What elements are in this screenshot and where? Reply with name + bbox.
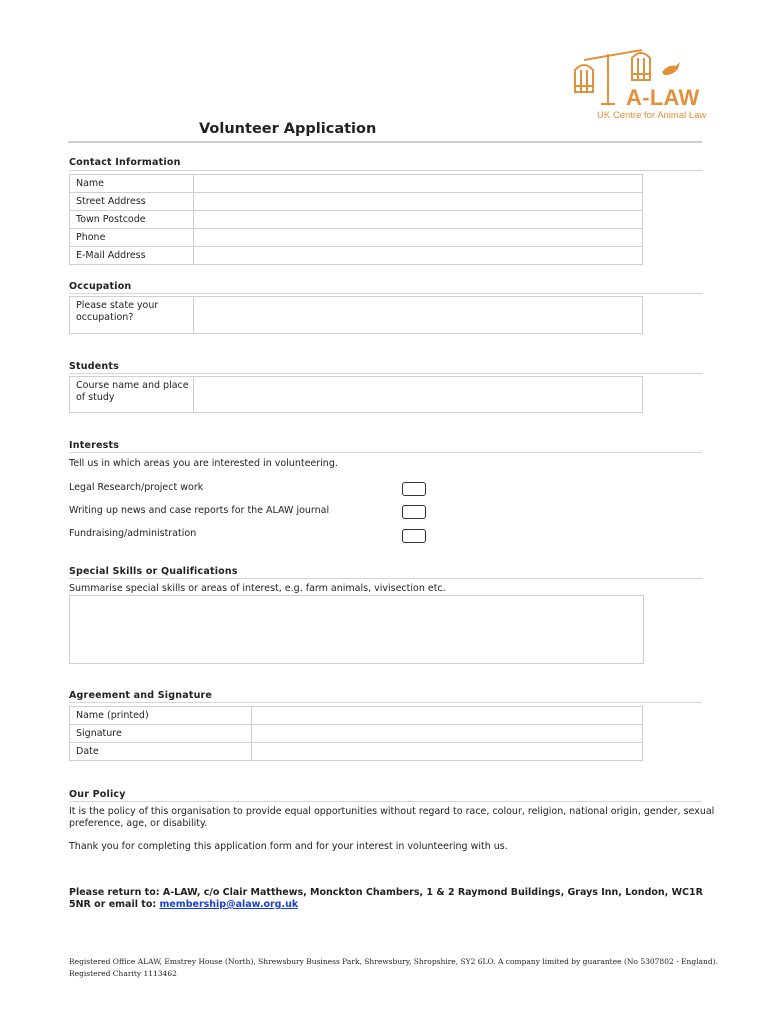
name-field[interactable]: [194, 175, 643, 193]
skills-rule: [69, 578, 702, 579]
contact-heading: Contact Information: [69, 157, 181, 168]
interest-checkbox-3[interactable]: [402, 529, 426, 543]
contact-label-town: Town Postcode: [70, 211, 194, 229]
students-heading: Students: [69, 361, 119, 372]
policy-thanks: Thank you for completing this application form and for your interest in volunteering with us.: [69, 841, 508, 852]
occupation-rule: [69, 293, 702, 294]
email-field[interactable]: [194, 247, 643, 265]
contact-rule: [69, 170, 702, 171]
skills-heading: Special Skills or Qualifications: [69, 566, 238, 577]
contact-label-street: Street Address: [70, 193, 194, 211]
agreement-rule: [69, 702, 702, 703]
policy-line2: preference, age, or disability.: [69, 818, 208, 829]
occupation-table: [69, 296, 643, 334]
footer-registered-office: Registered Office ALAW, Emstrey House (North), Shrewsbury Business Park, Shrewsbury, Shropshire, SY2 6LO. A company limited by guarantee (No 5307802 - England).: [69, 957, 718, 966]
page-title: Volunteer Application: [199, 121, 377, 137]
agreement-table: [69, 706, 643, 761]
return-line2: [69, 899, 298, 911]
interest-option-label-1: Legal Research/project work: [69, 482, 204, 493]
interests-heading: Interests: [69, 440, 120, 451]
course-field[interactable]: [194, 377, 643, 413]
footer-charity: Registered Charity 1113462: [69, 969, 177, 978]
interest-option-label-3: Fundraising/administration: [69, 528, 197, 539]
interests-rule: [69, 452, 702, 453]
occupation-label-line1: Please state your: [76, 300, 159, 311]
return-line1: Please return to: A-LAW, c/o Clair Matthews, Monckton Chambers, 1 & 2 Raymond Buildings, Grays Inn, London, WC1R: [69, 887, 703, 898]
contact-label-name: Name: [70, 175, 194, 193]
occupation-label: [70, 297, 194, 334]
students-label: [70, 377, 194, 413]
logo-subtitle: UK Centre for Animal Law: [597, 110, 707, 121]
policy-line1: It is the policy of this organisation to provide equal opportunities without regard to race, colour, religion, national origin, gender, sexual: [69, 806, 715, 817]
students-label-line2: of study: [76, 392, 115, 403]
signature-field[interactable]: [252, 725, 643, 743]
students-label-line1: Course name and place: [76, 380, 189, 391]
policy-rule: [69, 801, 702, 802]
occupation-heading: Occupation: [69, 281, 132, 292]
agreement-label-date: Date: [70, 743, 252, 761]
return-prefix: 5NR or email to:: [69, 899, 160, 910]
skills-textarea[interactable]: [69, 595, 644, 664]
interests-intro: Tell us in which areas you are interested in volunteering.: [69, 458, 338, 469]
agreement-label-signature: Signature: [70, 725, 252, 743]
policy-heading: Our Policy: [69, 789, 126, 800]
occupation-field[interactable]: [194, 297, 643, 334]
students-table: [69, 376, 643, 413]
contact-label-phone: Phone: [70, 229, 194, 247]
street-address-field[interactable]: [194, 193, 643, 211]
membership-email-link[interactable]: membership@alaw.org.uk: [159, 899, 299, 910]
interest-option-label-2: Writing up news and case reports for the ALAW journal: [69, 505, 330, 516]
town-postcode-field[interactable]: [194, 211, 643, 229]
phone-field[interactable]: [194, 229, 643, 247]
interest-checkbox-2[interactable]: [402, 505, 426, 519]
contact-label-email: E-Mail Address: [70, 247, 194, 265]
agreement-label-name: Name (printed): [70, 707, 252, 725]
agreement-heading: Agreement and Signature: [69, 690, 213, 701]
date-field[interactable]: [252, 743, 643, 761]
logo-wordmark: A-LAW: [626, 85, 700, 110]
title-divider: [68, 141, 702, 143]
printed-name-field[interactable]: [252, 707, 643, 725]
skills-intro: Summarise special skills or areas of interest, e.g. farm animals, vivisection etc.: [69, 583, 446, 594]
students-rule: [69, 373, 702, 374]
interest-checkbox-1[interactable]: [402, 482, 426, 496]
occupation-label-line2: occupation?: [76, 312, 134, 323]
contact-table: [69, 174, 643, 265]
